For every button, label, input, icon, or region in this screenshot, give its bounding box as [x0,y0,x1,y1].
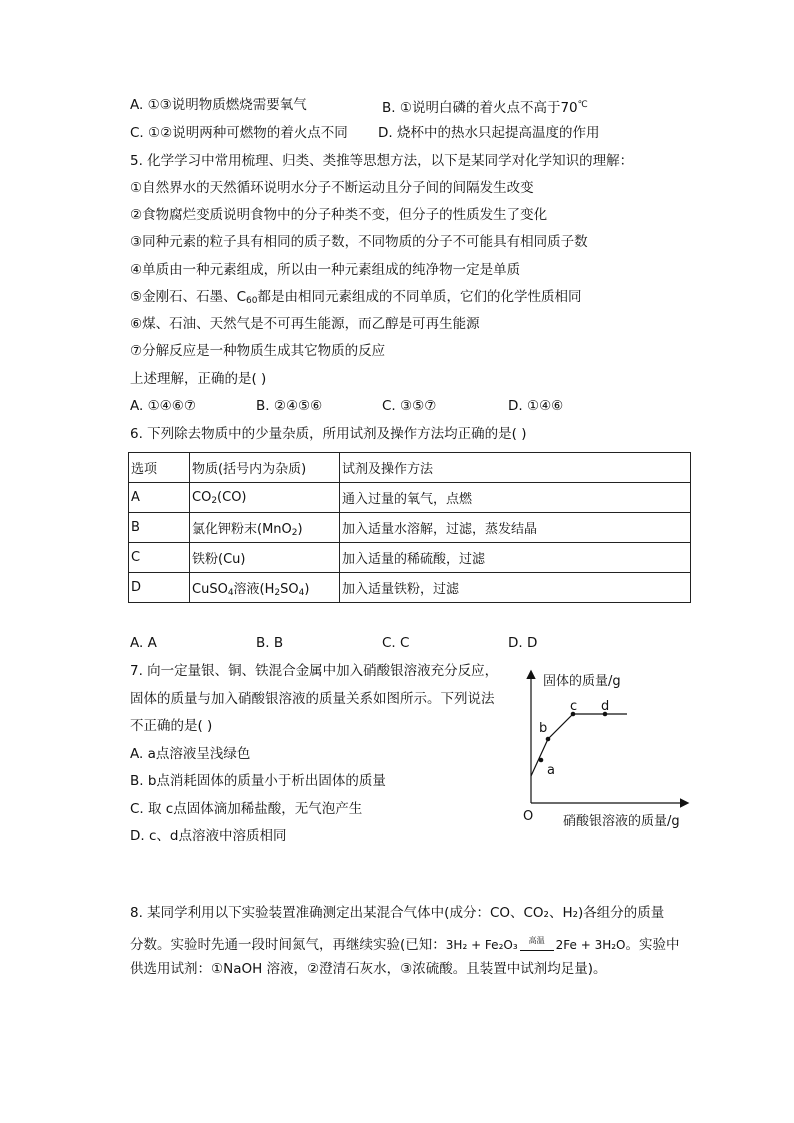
q8-line-2 [130,932,680,954]
origin-label: O [523,809,534,824]
q6-option-a: A. A [130,635,157,651]
point-d-label: d [601,699,610,714]
table-header-cell: 试剂及操作方法 [340,453,691,483]
q8-line-2-pre: 分数。实验时先通一段时间氮气，再继续实验(已知： [130,937,446,953]
table-cell-method: 加入适量铁粉，过滤 [340,573,691,603]
q7-option-a: A. a点溶液呈浅绿色 [130,746,251,762]
q7-option-b: B. b点消耗固体的质量小于析出固体的质量 [130,773,386,789]
q8-eq-condition: 高温 [520,932,554,951]
q4-option-a: A. ①③说明物质燃烧需要氧气 [130,97,307,113]
table-header-cell: 物质(括号内为杂质) [190,453,340,483]
formula-part: 氯化钾粉末(MnO [192,521,292,537]
q5-option-b: B. ②④⑤⑥ [256,398,323,414]
x-axis-label: 硝酸银溶液的质量/g [563,814,680,829]
point-c-label: c [570,699,578,714]
q8-line-1: 8. 某同学利用以下实验装置准确测定出某混合气体中(成分：CO、CO₂、H₂)各组分的质量 [130,905,665,921]
q8-eq-left: 3H₂ + Fe₂O₃ [445,938,518,952]
formula-part: (CO) [217,489,247,505]
formula-part: SO [280,581,299,597]
formula-part: 溶液(H [233,581,275,597]
table-cell-method: 通入过量的氧气，点燃 [340,483,691,513]
q7-stem-line-2: 固体的质量与加入硝酸银溶液的质量关系如图所示。下列说法 [130,691,495,707]
table-cell-method: 加入适量的稀硫酸，过滤 [340,543,691,573]
q6-option-d: D. D [508,635,538,651]
q6-option-b: B. B [256,635,284,651]
q7-stem-line-1: 7. 向一定量银、铜、铁混合金属中加入硝酸银溶液充分反应， [130,663,499,679]
q4-option-b-unit: ℃ [577,100,588,110]
point-b [546,737,551,742]
q8-line-3: 供选用试剂：①NaOH 溶液，②澄清石灰水，③浓硫酸。且装置中试剂均足量)。 [130,961,607,977]
q5-statement-1: ①自然界水的天然循环说明水分子不断运动且分子间的间隔发生改变 [130,180,534,196]
q5-option-d: D. ①④⑥ [508,398,564,414]
formula-part: CuSO [192,581,228,597]
table-cell-option: B [129,513,190,543]
q5-s5-post: 都是由相同元素组成的不同单质，它们的化学性质相同 [257,289,582,305]
q5-statement-4: ④单质由一种元素组成，所以由一种元素组成的纯净物一定是单质 [130,262,521,278]
formula-sub: 4 [298,587,305,598]
q6-stem: 6. 下列除去物质中的少量杂质，所用试剂及操作方法均正确的是( ) [130,426,527,442]
formula-sub: 4 [227,587,234,598]
table-cell-option: D [129,573,190,603]
q7-stem-line-3: 不正确的是( ) [130,718,213,734]
q4-option-b-text: B. ①说明白磷的着火点不高于70 [382,100,578,116]
q5-statement-2: ②食物腐烂变质说明食物中的分子种类不变，但分子的性质发生了变化 [130,207,548,223]
q4-option-c: C. ①②说明两种可燃物的着火点不同 [130,125,348,141]
formula-sub: 2 [274,587,281,598]
q5-statement-6: ⑥煤、石油、天然气是不可再生能源，而乙醇是可再生能源 [130,316,480,332]
point-a [539,758,544,763]
q5-option-c: C. ③⑤⑦ [382,398,437,414]
q7-option-d: D. c、d点溶液中溶质相同 [130,828,287,844]
formula-sub: 2 [211,495,218,506]
formula-part: ) [304,581,310,597]
q5-statement-7: ⑦分解反应是一种物质生成其它物质的反应 [130,343,386,359]
q5-s5-pre: ⑤金刚石、石墨、C [130,289,247,305]
table-cell-option: C [129,543,190,573]
q5-question: 上述理解，正确的是( ) [130,371,267,387]
q5-option-a: A. ①④⑥⑦ [130,398,196,414]
q5-stem: 5. 化学学习中常用梳理、归类、类推等思想方法，以下是某同学对化学知识的理解： [130,153,634,169]
q5-s5-sub: 60 [246,296,258,306]
point-b-label: b [539,721,548,736]
table-cell-substance: 铁粉(Cu) [190,543,340,573]
formula-part: ) [297,521,303,537]
point-a-label: a [547,763,555,778]
q7-option-c: C. 取 c点固体滴加稀盐酸，无气泡产生 [130,801,363,817]
formula-sub: 2 [291,527,298,538]
q5-statement-3: ③同种元素的粒子具有相同的质子数，不同物质的分子不可能具有相同质子数 [130,234,588,250]
table-header-cell: 选项 [129,453,190,483]
q4-option-d: D. 烧杯中的热水只起提高温度的作用 [378,125,600,141]
q8-line-2-post: 。实验中 [625,937,680,953]
q6-option-c: C. C [382,635,410,651]
table-cell-option: A [129,483,190,513]
y-axis-label: 固体的质量/g [543,674,621,689]
table-cell-method: 加入适量水溶解，过滤，蒸发结晶 [340,513,691,543]
q8-eq-right: 2Fe + 3H₂O [555,938,626,952]
formula-part: CO [192,489,212,505]
